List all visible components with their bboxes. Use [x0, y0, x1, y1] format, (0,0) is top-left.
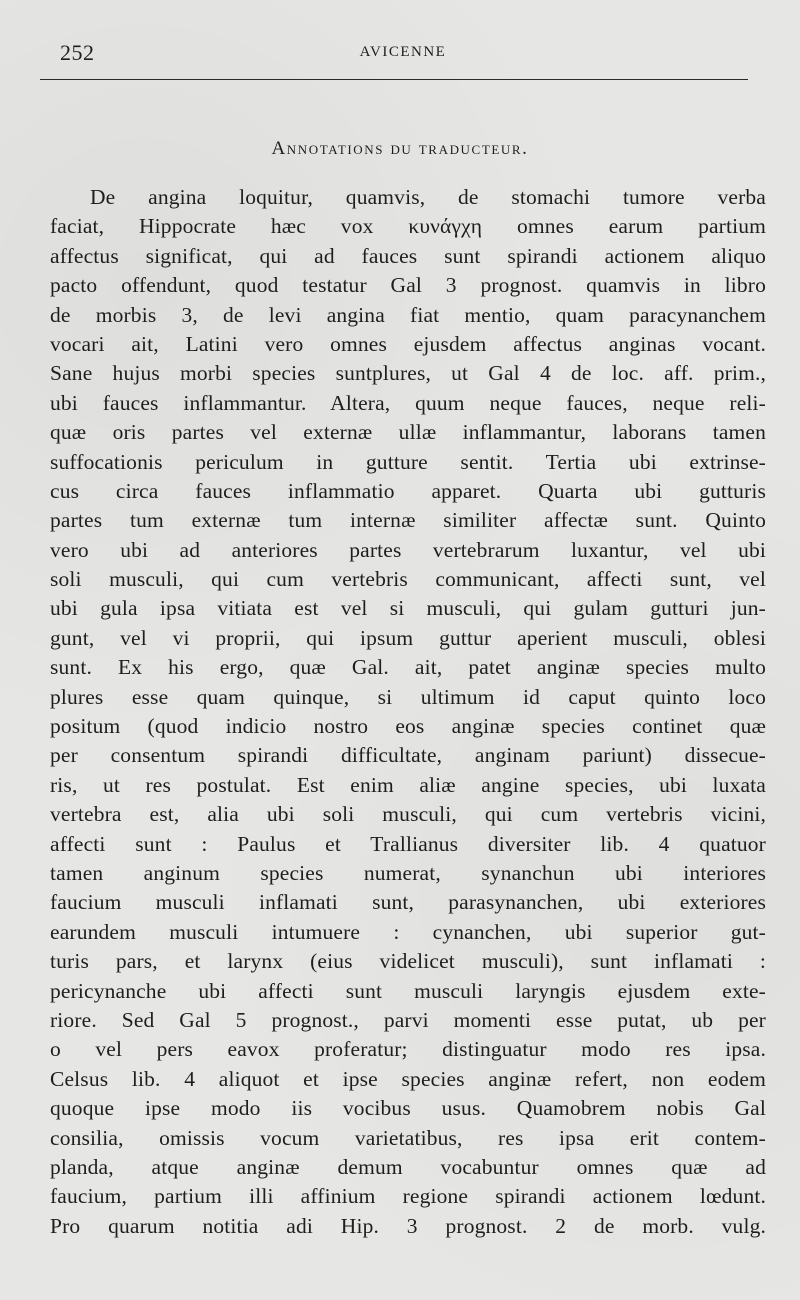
text-line: faucium musculi inflamati sunt, parasynanchen, ubi exteriores [50, 890, 766, 915]
text-line: partes tum externæ tum internæ similiter affectæ sunt. Quinto [50, 508, 766, 533]
text-line: riore. Sed Gal 5 prognost., parvi momenti esse putat, ub per [50, 1007, 766, 1032]
text-line: cus circa fauces inflammatio apparet. Quarta ubi gutturis [50, 478, 766, 503]
body-text [50, 183, 766, 1241]
text-line: affectus significat, qui ad fauces sunt spirandi actionem aliquo [50, 243, 766, 268]
text-line: de morbis 3, de levi angina fiat mentio, quam paracynanchem [50, 302, 766, 327]
text-line: faciat, Hippocrate hæc vox κυνάγχη omnes earum partium [50, 214, 766, 239]
text-line: Sane hujus morbi species suntplures, ut Gal 4 de loc. aff. prim., [50, 361, 766, 386]
text-line: pacto offendunt, quod testatur Gal 3 prognost. quamvis in libro [50, 273, 766, 298]
text-line: Pro quarum notitia adi Hip. 3 prognost. 2 de morb. vulg. [50, 1213, 766, 1238]
text-line: suffocationis periculum in gutture sentit. Tertia ubi extrinse- [50, 449, 766, 474]
text-line: vertebra est, alia ubi soli musculi, qui cum vertebris vicini, [50, 802, 766, 827]
section-heading: Annotations du traducteur. [271, 138, 529, 159]
text-line: quæ oris partes vel externæ ullæ inflammantur, laborans tamen [50, 420, 766, 445]
text-line: turis pars, et larynx (eius videlicet musculi), sunt inflamati : [50, 949, 766, 974]
text-line: Celsus lib. 4 aliquot et ipse species anginæ refert, non eodem [50, 1066, 766, 1091]
text-line: planda, atque anginæ demum vocabuntur omnes quæ ad [50, 1154, 766, 1179]
text-line: o vel pers eavox proferatur; distinguatur modo res ipsa. [50, 1037, 766, 1062]
text-line: tamen anginum species numerat, synanchun ubi interiores [50, 860, 766, 885]
page-number: 252 [60, 40, 95, 65]
text-line: vero ubi ad anteriores partes vertebrarum luxantur, vel ubi [50, 537, 766, 562]
text-line: ris, ut res postulat. Est enim aliæ angine species, ubi luxata [50, 772, 766, 797]
text-line: positum (quod indicio nostro eos anginæ species continet quæ [50, 714, 766, 739]
text-line: earundem musculi intumuere : cynanchen, ubi superior gut- [50, 919, 766, 944]
text-line: sunt. Ex his ergo, quæ Gal. ait, patet anginæ species multo [50, 655, 766, 680]
text-line: affecti sunt : Paulus et Trallianus diversiter lib. 4 quatuor [50, 831, 766, 856]
header-rule [40, 79, 748, 80]
text-line: per consentum spirandi difficultate, anginam pariunt) dissecue- [50, 743, 766, 768]
text-line: ubi gula ipsa vitiata est vel si musculi, qui gulam gutturi jun- [50, 596, 766, 621]
running-head [58, 38, 748, 74]
text-line: vocari ait, Latini vero omnes ejusdem affectus anginas vocant. [50, 331, 766, 356]
text-line: ubi fauces inflammantur. Altera, quum neque fauces, neque reli- [50, 390, 766, 415]
text-line: plures esse quam quinque, si ultimum id caput quinto loco [50, 684, 766, 709]
running-title: AVICENNE [359, 44, 447, 60]
text-line: faucium, partium illi affinium regione spirandi actionem lœdunt. [50, 1184, 766, 1209]
text-line: gunt, vel vi proprii, qui ipsum guttur aperient musculi, oblesi [50, 625, 766, 650]
text-line: quoque ipse modo iis vocibus usus. Quamobrem nobis Gal [50, 1096, 766, 1121]
text-line: pericynanche ubi affecti sunt musculi laryngis ejusdem exte- [50, 978, 766, 1003]
text-line: De angina loquitur, quamvis, de stomachi tumore verba [90, 185, 766, 209]
text-line: soli musculi, qui cum vertebris communicant, affecti sunt, vel [50, 567, 766, 592]
text-line: consilia, omissis vocum varietatibus, res ipsa erit contem- [50, 1125, 766, 1150]
